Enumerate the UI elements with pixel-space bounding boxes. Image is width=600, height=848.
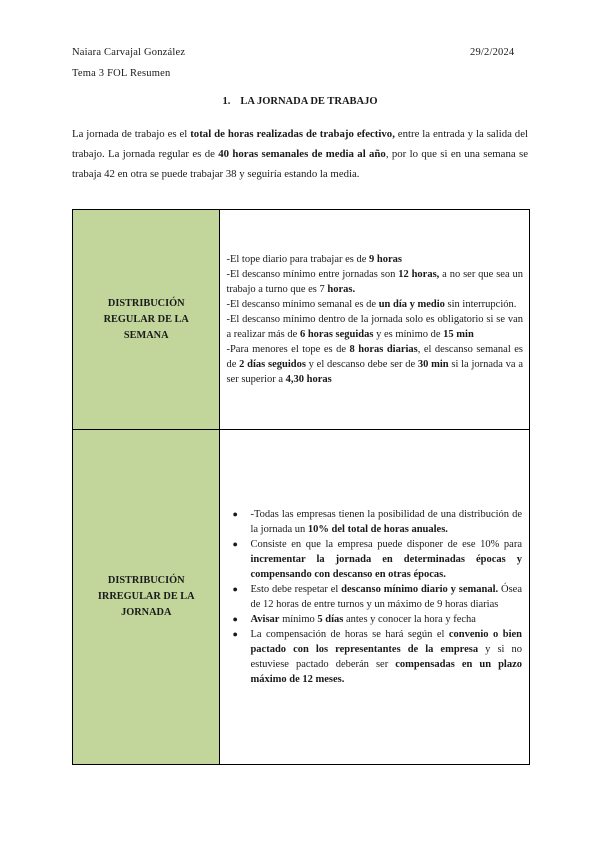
text-run: antes y conocer la hora y fecha: [343, 614, 476, 625]
intro-text: entre la entrada y la salida del trabajo. La jornada regular es de: [72, 128, 528, 160]
text-run: La compensación de horas se hará según el: [250, 629, 449, 640]
text-run: Ósea de 12 horas de entre turnos y un máximo de 9 horas diarias: [250, 584, 522, 610]
bold-run: 10% del total de horas anuales.: [307, 524, 448, 535]
label-regular: DISTRIBUCIÓN REGULAR DE LA SEMANA: [73, 210, 220, 430]
bold-run: 5 días: [317, 614, 344, 625]
bold-run: compensadas en un plazo máximo de 12 meses.: [250, 659, 523, 685]
table-row-irregular: [73, 430, 530, 765]
text-run: Esto debe respetar el: [250, 584, 342, 595]
text-run: , el descanso semanal es de: [226, 344, 523, 370]
distribution-table: [72, 209, 530, 765]
intro-bold: total de horas realizadas de trabajo efectivo,: [190, 128, 395, 140]
author-name: Naiara Carvajal González: [72, 47, 186, 58]
bold-run: descanso mínimo diario y semanal.: [341, 584, 499, 595]
intro-text: , por lo que si en una semana se trabaja 42 en otra se puede trabajar 38 y seguiría estando la media.: [72, 148, 528, 180]
bullet-icon: ●: [232, 584, 238, 594]
table-row-regular: [73, 210, 530, 430]
text-run: -El tope diario para trabajar es de: [226, 254, 370, 265]
text-run: sin interrupción.: [444, 299, 517, 310]
text-run: -Para menores el tope es de: [226, 344, 350, 355]
text-run: y si no estuviese pactado deberán ser: [250, 644, 522, 670]
intro-bold: 40 horas semanales de media al año: [218, 148, 386, 160]
intro-text: La jornada de trabajo es el: [72, 128, 191, 140]
section-title: LA JORNADA DE TRABAJO: [240, 96, 378, 107]
bold-run: horas.: [327, 284, 356, 295]
bold-run: 2 días seguidos: [239, 359, 306, 370]
document-subtitle: Tema 3 FOL Resumen: [72, 68, 171, 79]
bold-run: 30 min: [417, 359, 449, 370]
list-item: [232, 627, 523, 687]
regular-line: [226, 297, 523, 312]
text-run: -El descanso mínimo entre jornadas son: [226, 269, 399, 280]
bold-run: 6 horas seguidas: [299, 329, 374, 340]
regular-line: [226, 252, 523, 267]
bold-run: incrementar la jornada en determinadas épocas y compensando con descanso en otras épocas.: [250, 554, 522, 580]
bullet-icon: ●: [232, 509, 238, 519]
list-item: [232, 507, 522, 537]
intro-paragraph: [72, 124, 528, 184]
bold-run: 8 horas diarias: [349, 344, 418, 355]
bold-run: 12 horas,: [398, 269, 440, 280]
irregular-list: [220, 507, 529, 687]
text-run: mínimo: [279, 614, 318, 625]
section-number: 1.: [222, 96, 231, 107]
bold-run: Avisar: [250, 614, 280, 625]
bold-run: un día y medio: [378, 299, 445, 310]
regular-line: [226, 342, 523, 387]
text-run: -El descanso mínimo dentro de la jornada solo es obligatorio si se van a realizar más de: [226, 314, 523, 340]
document-date: 29/2/2024: [470, 47, 515, 58]
label-irregular: DISTRIBUCIÓN IRREGULAR DE LA JORNADA: [73, 430, 220, 765]
text-run: -Todas las empresas tienen la posibilidad de una distribución de la jornada un: [250, 509, 522, 535]
section-heading: [0, 96, 600, 107]
bold-run: 15 min: [443, 329, 474, 340]
regular-line: [226, 267, 523, 297]
bullet-icon: ●: [232, 629, 238, 639]
text-run: y es mínimo de: [373, 329, 444, 340]
content-irregular: [220, 430, 530, 765]
list-item: [232, 612, 522, 627]
text-run: y el descanso debe ser de: [305, 359, 418, 370]
text-run: si la jornada va a ser superior a: [226, 359, 523, 385]
bold-run: 9 horas: [369, 254, 402, 265]
bold-run: 4,30 horas: [285, 374, 332, 385]
bullet-icon: ●: [232, 614, 238, 624]
bullet-icon: ●: [232, 539, 238, 549]
text-run: Consiste en que la empresa puede disponer de ese 10% para: [250, 539, 522, 550]
bold-run: convenio o bien pactado con los representantes de la empresa: [250, 629, 522, 655]
content-regular: [220, 210, 530, 430]
list-item: [232, 582, 522, 612]
list-item: [232, 537, 522, 582]
regular-line: [226, 312, 523, 342]
text-run: a no ser que sea un trabajo a turno que es 7: [226, 269, 523, 295]
text-run: -El descanso mínimo semanal es de: [226, 299, 379, 310]
